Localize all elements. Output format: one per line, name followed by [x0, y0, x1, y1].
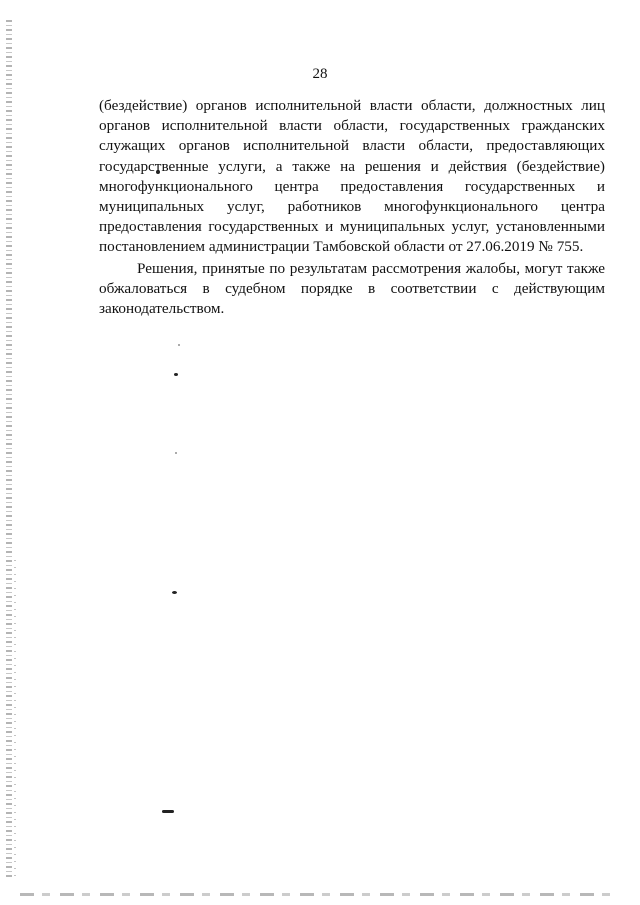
scan-speck	[162, 810, 174, 813]
scan-edge-artifact	[6, 20, 12, 880]
text-line: постановлением администрации Тамбовской области от 27.06.2019 № 755.	[99, 238, 584, 256]
scan-edge-artifact-secondary	[14, 560, 16, 880]
scan-speck	[178, 344, 180, 346]
page-number: 28	[312, 66, 328, 82]
text-line: (бездействие) органов исполнительной власти области, должностных лиц	[99, 97, 605, 114]
text-line: обжаловаться в судебном порядке в соответствии с действующим	[99, 279, 605, 297]
text-line: многофункционального центра предоставления государственных и	[99, 177, 605, 195]
paragraph	[99, 96, 605, 258]
scan-speck	[174, 373, 178, 376]
scan-speck	[172, 591, 177, 594]
text-line: служащих органов исполнительной власти области, предоставляющих	[99, 137, 605, 155]
scan-bottom-artifact	[20, 893, 620, 896]
text-line: Решения, принятые по результатам рассмотрения жалобы, могут также	[137, 259, 605, 277]
scan-speck	[175, 452, 177, 454]
body-text	[99, 96, 605, 319]
text-line: государственные услуги, а также на решения и действия (бездействие)	[99, 157, 605, 175]
text-line: органов исполнительной власти области, государственных гражданских	[99, 117, 605, 135]
text-line: законодательством.	[99, 299, 225, 317]
text-line: предоставления государственных и муниципальных услуг, установленными	[99, 218, 605, 236]
paragraph	[99, 259, 605, 320]
text-line: муниципальных услуг, работников многофункционального центра	[99, 197, 605, 215]
